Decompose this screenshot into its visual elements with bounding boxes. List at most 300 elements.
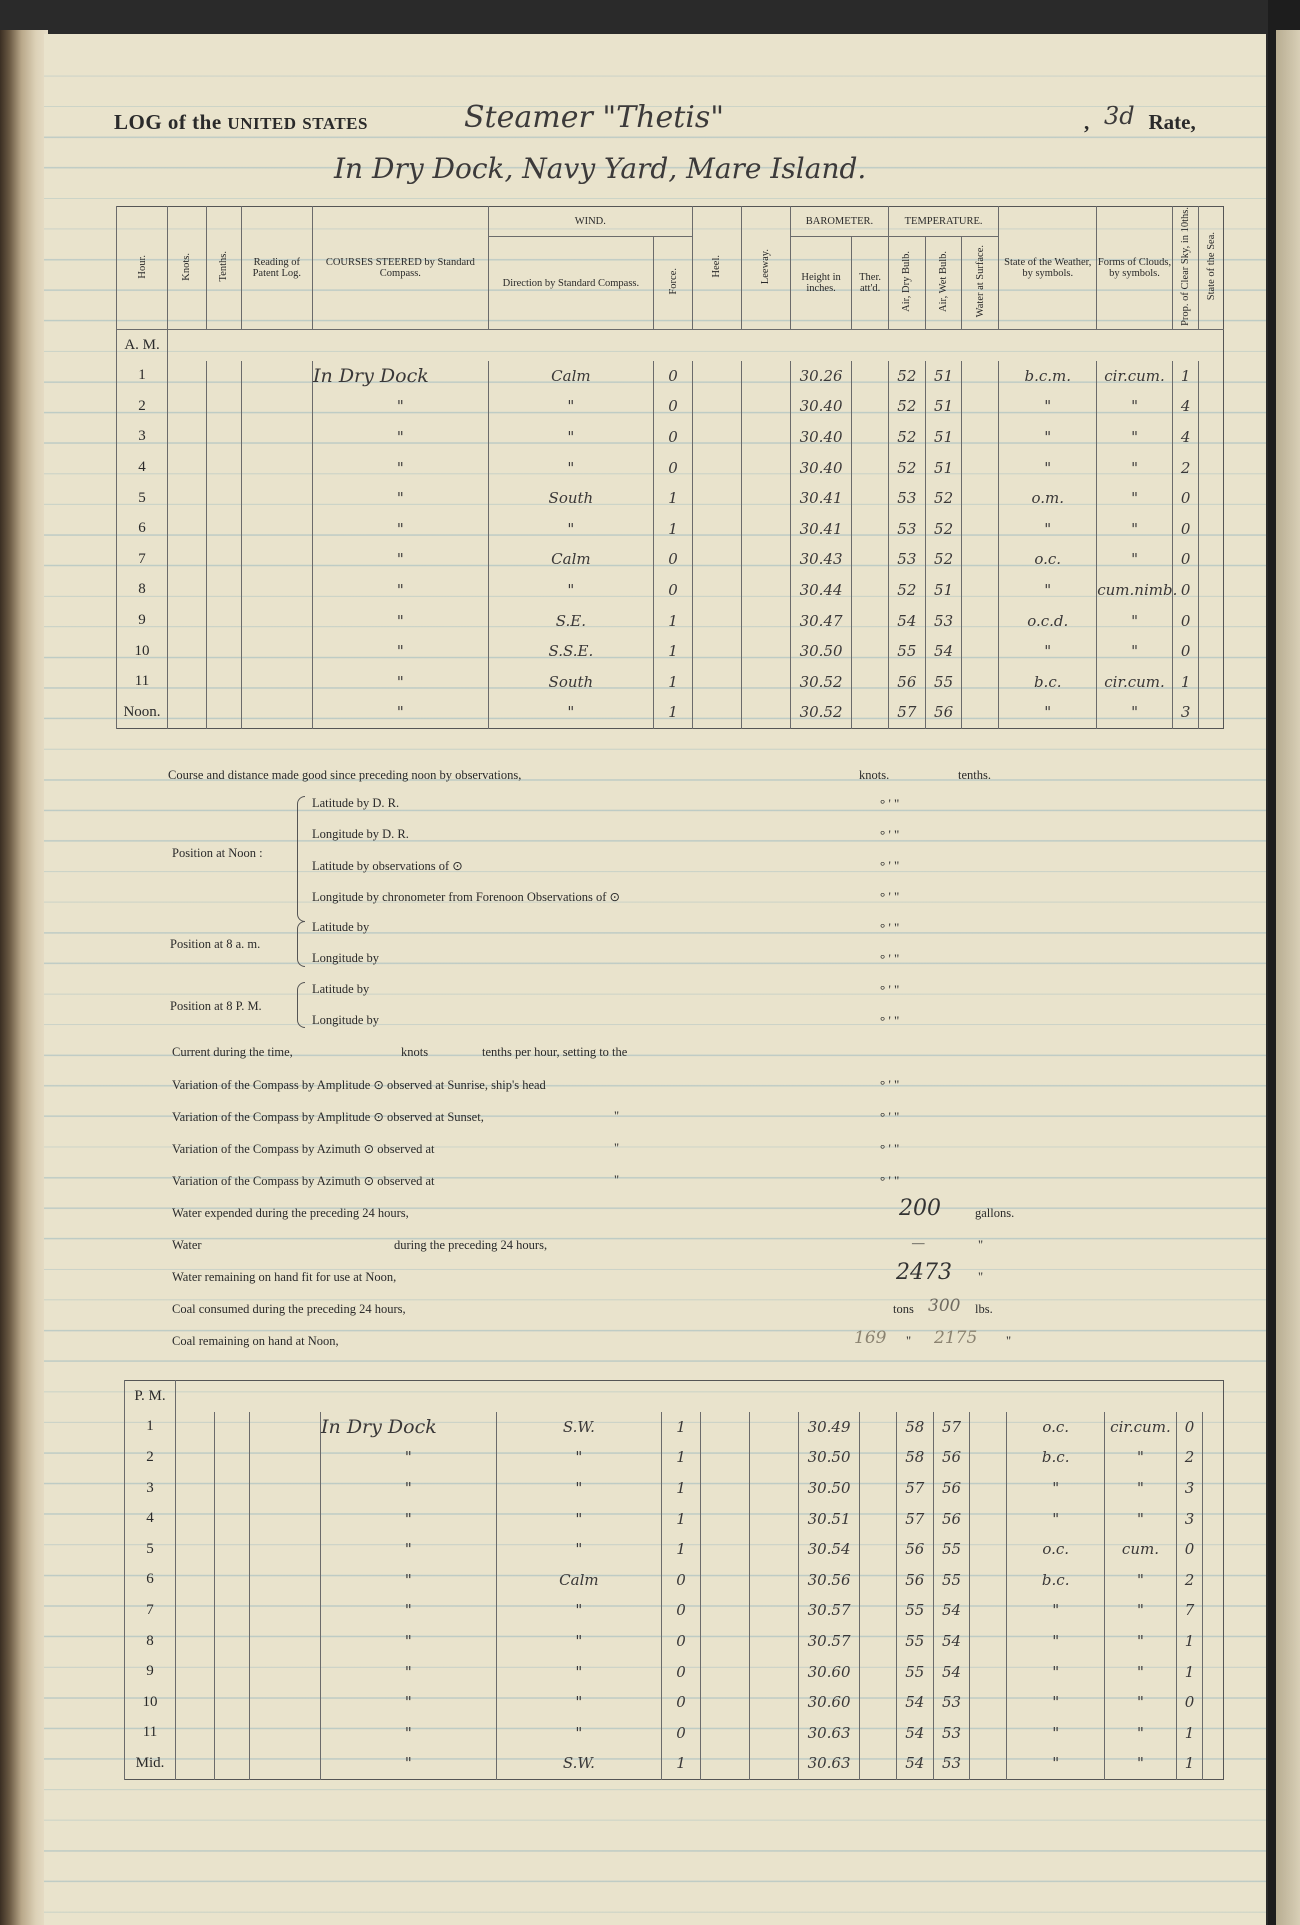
cell-empty (214, 1626, 249, 1657)
ditto-mark: " (978, 1238, 984, 1252)
coal-remaining-label: Coal remaining on hand at Noon, (172, 1334, 339, 1348)
am-log-row (117, 575, 1224, 606)
cell-course: " (313, 452, 489, 483)
cell-wind-dir: " (496, 1656, 661, 1687)
cell-empty (168, 666, 207, 697)
cell-weather: " (1007, 1718, 1105, 1749)
cell-empty (749, 1626, 798, 1657)
cell-baro: 30.40 (790, 391, 851, 422)
cell-empty (860, 1687, 897, 1718)
deg-min-sec: ° ' " (880, 982, 900, 997)
cell-empty (249, 1534, 320, 1565)
cell-empty (206, 636, 241, 667)
cell-empty (962, 575, 999, 606)
cell-course: " (321, 1748, 497, 1779)
cell-empty (962, 422, 999, 453)
cell-empty (241, 361, 312, 392)
cell-clear: 2 (1176, 1565, 1203, 1596)
cell-baro: 30.63 (798, 1748, 859, 1779)
book-binding-edge (0, 30, 48, 1925)
cell-force: 1 (654, 483, 693, 514)
cell-empty (214, 1718, 249, 1749)
cell-dry: 52 (888, 422, 925, 453)
cell-clouds: " (1097, 697, 1173, 728)
cell-weather: b.c.m. (999, 361, 1097, 392)
cell-force: 1 (654, 666, 693, 697)
cell-empty (970, 1534, 1007, 1565)
cell-clouds: " (1105, 1442, 1176, 1473)
cell-wet: 53 (933, 1748, 970, 1779)
cell-course: " (313, 391, 489, 422)
cell-clear: 0 (1176, 1534, 1203, 1565)
cell-baro: 30.57 (798, 1595, 859, 1626)
cell-empty (1203, 1473, 1224, 1504)
cell-empty (1203, 1656, 1224, 1687)
cell-empty (206, 544, 241, 575)
cell-empty (692, 483, 741, 514)
cell-weather: " (1007, 1687, 1105, 1718)
cell-empty (176, 1503, 215, 1534)
cell-force: 1 (654, 605, 693, 636)
col-patent-log: Reading of Patent Log. (241, 207, 312, 330)
col-barometer: BAROMETER. (790, 207, 888, 237)
cell-empty (741, 544, 790, 575)
cell-wet: 56 (933, 1503, 970, 1534)
am-log-row (117, 544, 1224, 575)
cell-empty (852, 575, 889, 606)
cell-empty (741, 422, 790, 453)
col-wind-force: Force. (654, 237, 693, 330)
cell-empty (1203, 1503, 1224, 1534)
am-log-row (117, 452, 1224, 483)
cell-course: " (313, 697, 489, 728)
cell-empty (1199, 605, 1224, 636)
cell-empty (692, 636, 741, 667)
cell-wind-dir: " (496, 1595, 661, 1626)
cell-empty (1203, 1442, 1224, 1473)
cell-empty (852, 452, 889, 483)
cell-empty (860, 1656, 897, 1687)
cell-dry: 57 (896, 1473, 933, 1504)
cell-hour: 10 (125, 1687, 176, 1718)
cell-course: " (321, 1565, 497, 1596)
cell-clouds: " (1105, 1473, 1176, 1504)
cell-empty (741, 697, 790, 728)
cell-empty (692, 666, 741, 697)
am-log-row (117, 422, 1224, 453)
cell-empty (176, 1718, 215, 1749)
cell-weather: b.c. (999, 666, 1097, 697)
cell-clear: 0 (1172, 575, 1199, 606)
cell-empty (214, 1473, 249, 1504)
tons-label: tons (893, 1302, 914, 1316)
cell-empty (852, 513, 889, 544)
pm-log-row (125, 1748, 1224, 1779)
am-log-row (117, 605, 1224, 636)
cell-empty (692, 575, 741, 606)
cell-empty (749, 1442, 798, 1473)
cell-empty (970, 1718, 1007, 1749)
deg-min-sec: ° ' " (880, 1141, 900, 1156)
cell-course: " (313, 575, 489, 606)
cell-weather: " (1007, 1656, 1105, 1687)
col-courses: COURSES STEERED by Standard Compass. (313, 207, 489, 330)
cell-empty (206, 697, 241, 728)
cell-empty (852, 697, 889, 728)
cell-empty (700, 1412, 749, 1443)
cell-empty (749, 1503, 798, 1534)
col-clouds: Forms of Clouds, by symbols. (1097, 207, 1173, 330)
cell-empty (176, 1748, 215, 1779)
cell-empty (749, 1748, 798, 1779)
cell-weather: b.c. (1007, 1442, 1105, 1473)
cell-empty (700, 1687, 749, 1718)
cell-empty (176, 1412, 215, 1443)
brace-noon (297, 796, 305, 922)
cell-wet: 51 (925, 391, 962, 422)
cell-clear: 2 (1172, 452, 1199, 483)
water-value: — (912, 1236, 925, 1250)
cell-weather: " (999, 636, 1097, 667)
lon-dr: Longitude by D. R. (312, 827, 409, 841)
cell-hour: 11 (125, 1718, 176, 1749)
cell-wind-dir: S.S.E. (488, 636, 653, 667)
lon-8am: Longitude by (312, 951, 380, 965)
pm-log-row (125, 1626, 1224, 1657)
cell-wind-dir: " (496, 1687, 661, 1718)
cell-baro: 30.41 (790, 483, 851, 514)
deg-min-sec: ° ' " (880, 858, 900, 873)
cell-empty (692, 361, 741, 392)
cell-empty (860, 1412, 897, 1443)
cell-wind-dir: Calm (488, 361, 653, 392)
cell-clouds: cum. (1105, 1534, 1176, 1565)
cell-empty (168, 697, 207, 728)
cell-empty (1199, 483, 1224, 514)
cell-wet: 54 (933, 1595, 970, 1626)
cell-wind-dir: " (488, 391, 653, 422)
cell-clouds: cir.cum. (1105, 1412, 1176, 1443)
cell-empty (176, 1656, 215, 1687)
cell-wet: 55 (933, 1565, 970, 1596)
am-log-row (117, 483, 1224, 514)
cell-empty (962, 513, 999, 544)
cell-clear: 2 (1176, 1442, 1203, 1473)
cell-empty (700, 1595, 749, 1626)
position-8pm-label: Position at 8 P. M. (170, 999, 262, 1013)
cell-hour: 8 (117, 575, 168, 606)
cell-empty (741, 575, 790, 606)
cell-clouds: " (1105, 1687, 1176, 1718)
brace-8am (297, 921, 305, 967)
cell-baro: 30.56 (798, 1565, 859, 1596)
cell-wet: 53 (933, 1718, 970, 1749)
cell-weather: " (999, 513, 1097, 544)
water-label: Water (172, 1238, 202, 1252)
position-noon-label: Position at Noon : (172, 846, 263, 860)
cell-clouds: " (1105, 1595, 1176, 1626)
cell-weather: " (1007, 1626, 1105, 1657)
cell-force: 0 (662, 1595, 701, 1626)
cell-wind-dir: " (496, 1473, 661, 1504)
cell-clouds: " (1097, 513, 1173, 544)
cell-empty (1199, 361, 1224, 392)
cell-empty (1199, 422, 1224, 453)
cell-empty (214, 1656, 249, 1687)
cell-weather: o.m. (999, 483, 1097, 514)
cell-empty (741, 483, 790, 514)
cell-empty (970, 1687, 1007, 1718)
col-baro-ther: Ther. att'd. (852, 237, 889, 330)
cell-weather: " (1007, 1595, 1105, 1626)
cell-baro: 30.43 (790, 544, 851, 575)
cell-clouds: cir.cum. (1097, 666, 1173, 697)
cell-wet: 55 (933, 1534, 970, 1565)
cell-empty (692, 391, 741, 422)
cell-empty (1199, 452, 1224, 483)
cell-empty (214, 1503, 249, 1534)
cell-empty (962, 666, 999, 697)
facing-page-edge (1276, 30, 1300, 1925)
cell-empty (249, 1473, 320, 1504)
cell-clear: 3 (1172, 697, 1199, 728)
cell-empty (860, 1718, 897, 1749)
ditto-mark: " (614, 1141, 620, 1155)
knots-label: knots. (859, 768, 890, 782)
cell-empty (1199, 513, 1224, 544)
cell-baro: 30.44 (790, 575, 851, 606)
cell-clear: 0 (1172, 636, 1199, 667)
cell-hour: 5 (125, 1534, 176, 1565)
cell-empty (962, 605, 999, 636)
cell-empty (168, 391, 207, 422)
cell-clear: 0 (1172, 483, 1199, 514)
cell-course: " (313, 605, 489, 636)
cell-weather: " (999, 452, 1097, 483)
deg-min-sec: ° ' " (880, 796, 900, 811)
cell-empty (249, 1442, 320, 1473)
cell-empty (214, 1534, 249, 1565)
cell-empty (852, 605, 889, 636)
col-wind-direction: Direction by Standard Compass. (488, 237, 653, 330)
ditto-mark: " (978, 1270, 984, 1284)
cell-baro: 30.52 (790, 697, 851, 728)
col-air-wet: Air, Wet Bulb. (925, 237, 962, 330)
pm-log-row (125, 1656, 1224, 1687)
cell-clear: 1 (1176, 1718, 1203, 1749)
cell-wet: 53 (933, 1687, 970, 1718)
cell-empty (741, 605, 790, 636)
cell-empty (1203, 1412, 1224, 1443)
cell-clear: 0 (1176, 1412, 1203, 1443)
cell-dry: 56 (888, 666, 925, 697)
cell-force: 1 (654, 697, 693, 728)
cell-empty (214, 1687, 249, 1718)
cell-hour: 3 (125, 1473, 176, 1504)
cell-clear: 3 (1176, 1473, 1203, 1504)
cell-wet: 54 (933, 1626, 970, 1657)
cell-dry: 52 (888, 575, 925, 606)
cell-empty (749, 1656, 798, 1687)
log-page (44, 34, 1266, 1925)
am-log-row (117, 666, 1224, 697)
cell-hour: 7 (117, 544, 168, 575)
cell-empty (749, 1687, 798, 1718)
cell-hour: 6 (117, 513, 168, 544)
cell-wind-dir: Calm (496, 1565, 661, 1596)
cell-empty (700, 1442, 749, 1473)
cell-weather: " (999, 575, 1097, 606)
cell-empty (206, 422, 241, 453)
current-tenths: tenths per hour, setting to the (482, 1045, 628, 1059)
lat-8am: Latitude by (312, 920, 370, 934)
water-during-label: during the preceding 24 hours, (394, 1238, 548, 1252)
variation-sunrise: Variation of the Compass by Amplitude ⊙ observed at Sunrise, ship's head (172, 1078, 546, 1092)
cell-baro: 30.60 (798, 1656, 859, 1687)
cell-force: 1 (654, 513, 693, 544)
cell-empty (1203, 1718, 1224, 1749)
col-leeway: Leeway. (741, 207, 790, 330)
cell-empty (962, 636, 999, 667)
cell-empty (206, 605, 241, 636)
col-heel: Heel. (692, 207, 741, 330)
cell-empty (749, 1412, 798, 1443)
ditto-mark: " (906, 1334, 912, 1348)
cell-empty (962, 391, 999, 422)
cell-course: In Dry Dock (321, 1412, 497, 1443)
cell-baro: 30.40 (790, 422, 851, 453)
variation-azimuth-1: Variation of the Compass by Azimuth ⊙ observed at (172, 1142, 435, 1156)
cell-clouds: " (1097, 422, 1173, 453)
cell-empty (692, 697, 741, 728)
cell-empty (206, 361, 241, 392)
col-air-dry: Air, Dry Bulb. (888, 237, 925, 330)
cell-empty (852, 483, 889, 514)
cell-clouds: " (1097, 483, 1173, 514)
am-log-row (117, 361, 1224, 392)
cell-empty (700, 1718, 749, 1749)
cell-empty (860, 1534, 897, 1565)
am-log-row (117, 391, 1224, 422)
cell-empty (970, 1565, 1007, 1596)
cell-empty (176, 1595, 215, 1626)
cell-empty (1199, 636, 1224, 667)
cell-hour: Mid. (125, 1748, 176, 1779)
cell-baro: 30.50 (790, 636, 851, 667)
cell-force: 0 (654, 544, 693, 575)
cell-empty (700, 1534, 749, 1565)
cell-wind-dir: S.W. (496, 1748, 661, 1779)
cell-empty (249, 1687, 320, 1718)
cell-empty (214, 1595, 249, 1626)
cell-wet: 53 (925, 605, 962, 636)
cell-course: " (313, 636, 489, 667)
cell-wet: 52 (925, 483, 962, 514)
pm-log-row (125, 1412, 1224, 1443)
cell-hour: 5 (117, 483, 168, 514)
cell-clouds: " (1105, 1565, 1176, 1596)
cell-empty (970, 1473, 1007, 1504)
cell-course: " (321, 1503, 497, 1534)
cell-wet: 57 (933, 1412, 970, 1443)
cell-baro: 30.63 (798, 1718, 859, 1749)
cell-course: " (313, 483, 489, 514)
cell-empty (741, 452, 790, 483)
cell-wind-dir: " (488, 422, 653, 453)
cell-empty (214, 1565, 249, 1596)
cell-wind-dir: South (488, 666, 653, 697)
cell-dry: 54 (896, 1687, 933, 1718)
pm-log-row (125, 1687, 1224, 1718)
col-knots: Knots. (168, 207, 207, 330)
cell-wet: 54 (933, 1656, 970, 1687)
cell-empty (741, 513, 790, 544)
col-temperature: TEMPERATURE. (888, 207, 998, 237)
cell-baro: 30.41 (790, 513, 851, 544)
cell-force: 0 (654, 361, 693, 392)
am-label-row (117, 329, 1224, 360)
cell-course: " (321, 1473, 497, 1504)
cell-dry: 56 (896, 1534, 933, 1565)
cell-baro: 30.52 (790, 666, 851, 697)
ditto-mark: " (614, 1173, 620, 1187)
cell-empty (176, 1534, 215, 1565)
cell-empty (860, 1503, 897, 1534)
cell-wind-dir: " (488, 513, 653, 544)
ship-name: Steamer "Thetis" (464, 100, 725, 135)
cell-hour: Noon. (117, 697, 168, 728)
cell-empty (860, 1595, 897, 1626)
cell-weather: " (999, 391, 1097, 422)
cell-course: In Dry Dock (313, 361, 489, 392)
pm-log-row (125, 1442, 1224, 1473)
cell-force: 1 (654, 636, 693, 667)
cell-empty (700, 1503, 749, 1534)
cell-clear: 0 (1176, 1687, 1203, 1718)
cell-empty (962, 452, 999, 483)
cell-hour: 3 (117, 422, 168, 453)
cell-baro: 30.50 (798, 1442, 859, 1473)
cell-dry: 55 (888, 636, 925, 667)
cell-force: 0 (662, 1687, 701, 1718)
cell-wind-dir: S.E. (488, 605, 653, 636)
cell-empty (176, 1473, 215, 1504)
cell-wet: 56 (933, 1442, 970, 1473)
cell-dry: 55 (896, 1656, 933, 1687)
cell-course: " (321, 1687, 497, 1718)
cell-empty (970, 1656, 1007, 1687)
cell-empty (741, 636, 790, 667)
cell-empty (206, 666, 241, 697)
cell-empty (168, 575, 207, 606)
cell-empty (1203, 1595, 1224, 1626)
lat-obs: Latitude by observations of ⊙ (312, 859, 463, 873)
cell-wet: 54 (925, 636, 962, 667)
cell-course: " (313, 422, 489, 453)
cell-course: " (321, 1656, 497, 1687)
cell-empty (241, 391, 312, 422)
cell-clouds: " (1097, 636, 1173, 667)
cell-wet: 51 (925, 361, 962, 392)
cell-empty (241, 513, 312, 544)
lat-dr: Latitude by D. R. (312, 796, 400, 810)
cell-wind-dir: " (488, 452, 653, 483)
cell-empty (749, 1718, 798, 1749)
cell-dry: 54 (896, 1748, 933, 1779)
cell-empty (241, 544, 312, 575)
cell-wind-dir: " (496, 1534, 661, 1565)
cell-empty (700, 1626, 749, 1657)
